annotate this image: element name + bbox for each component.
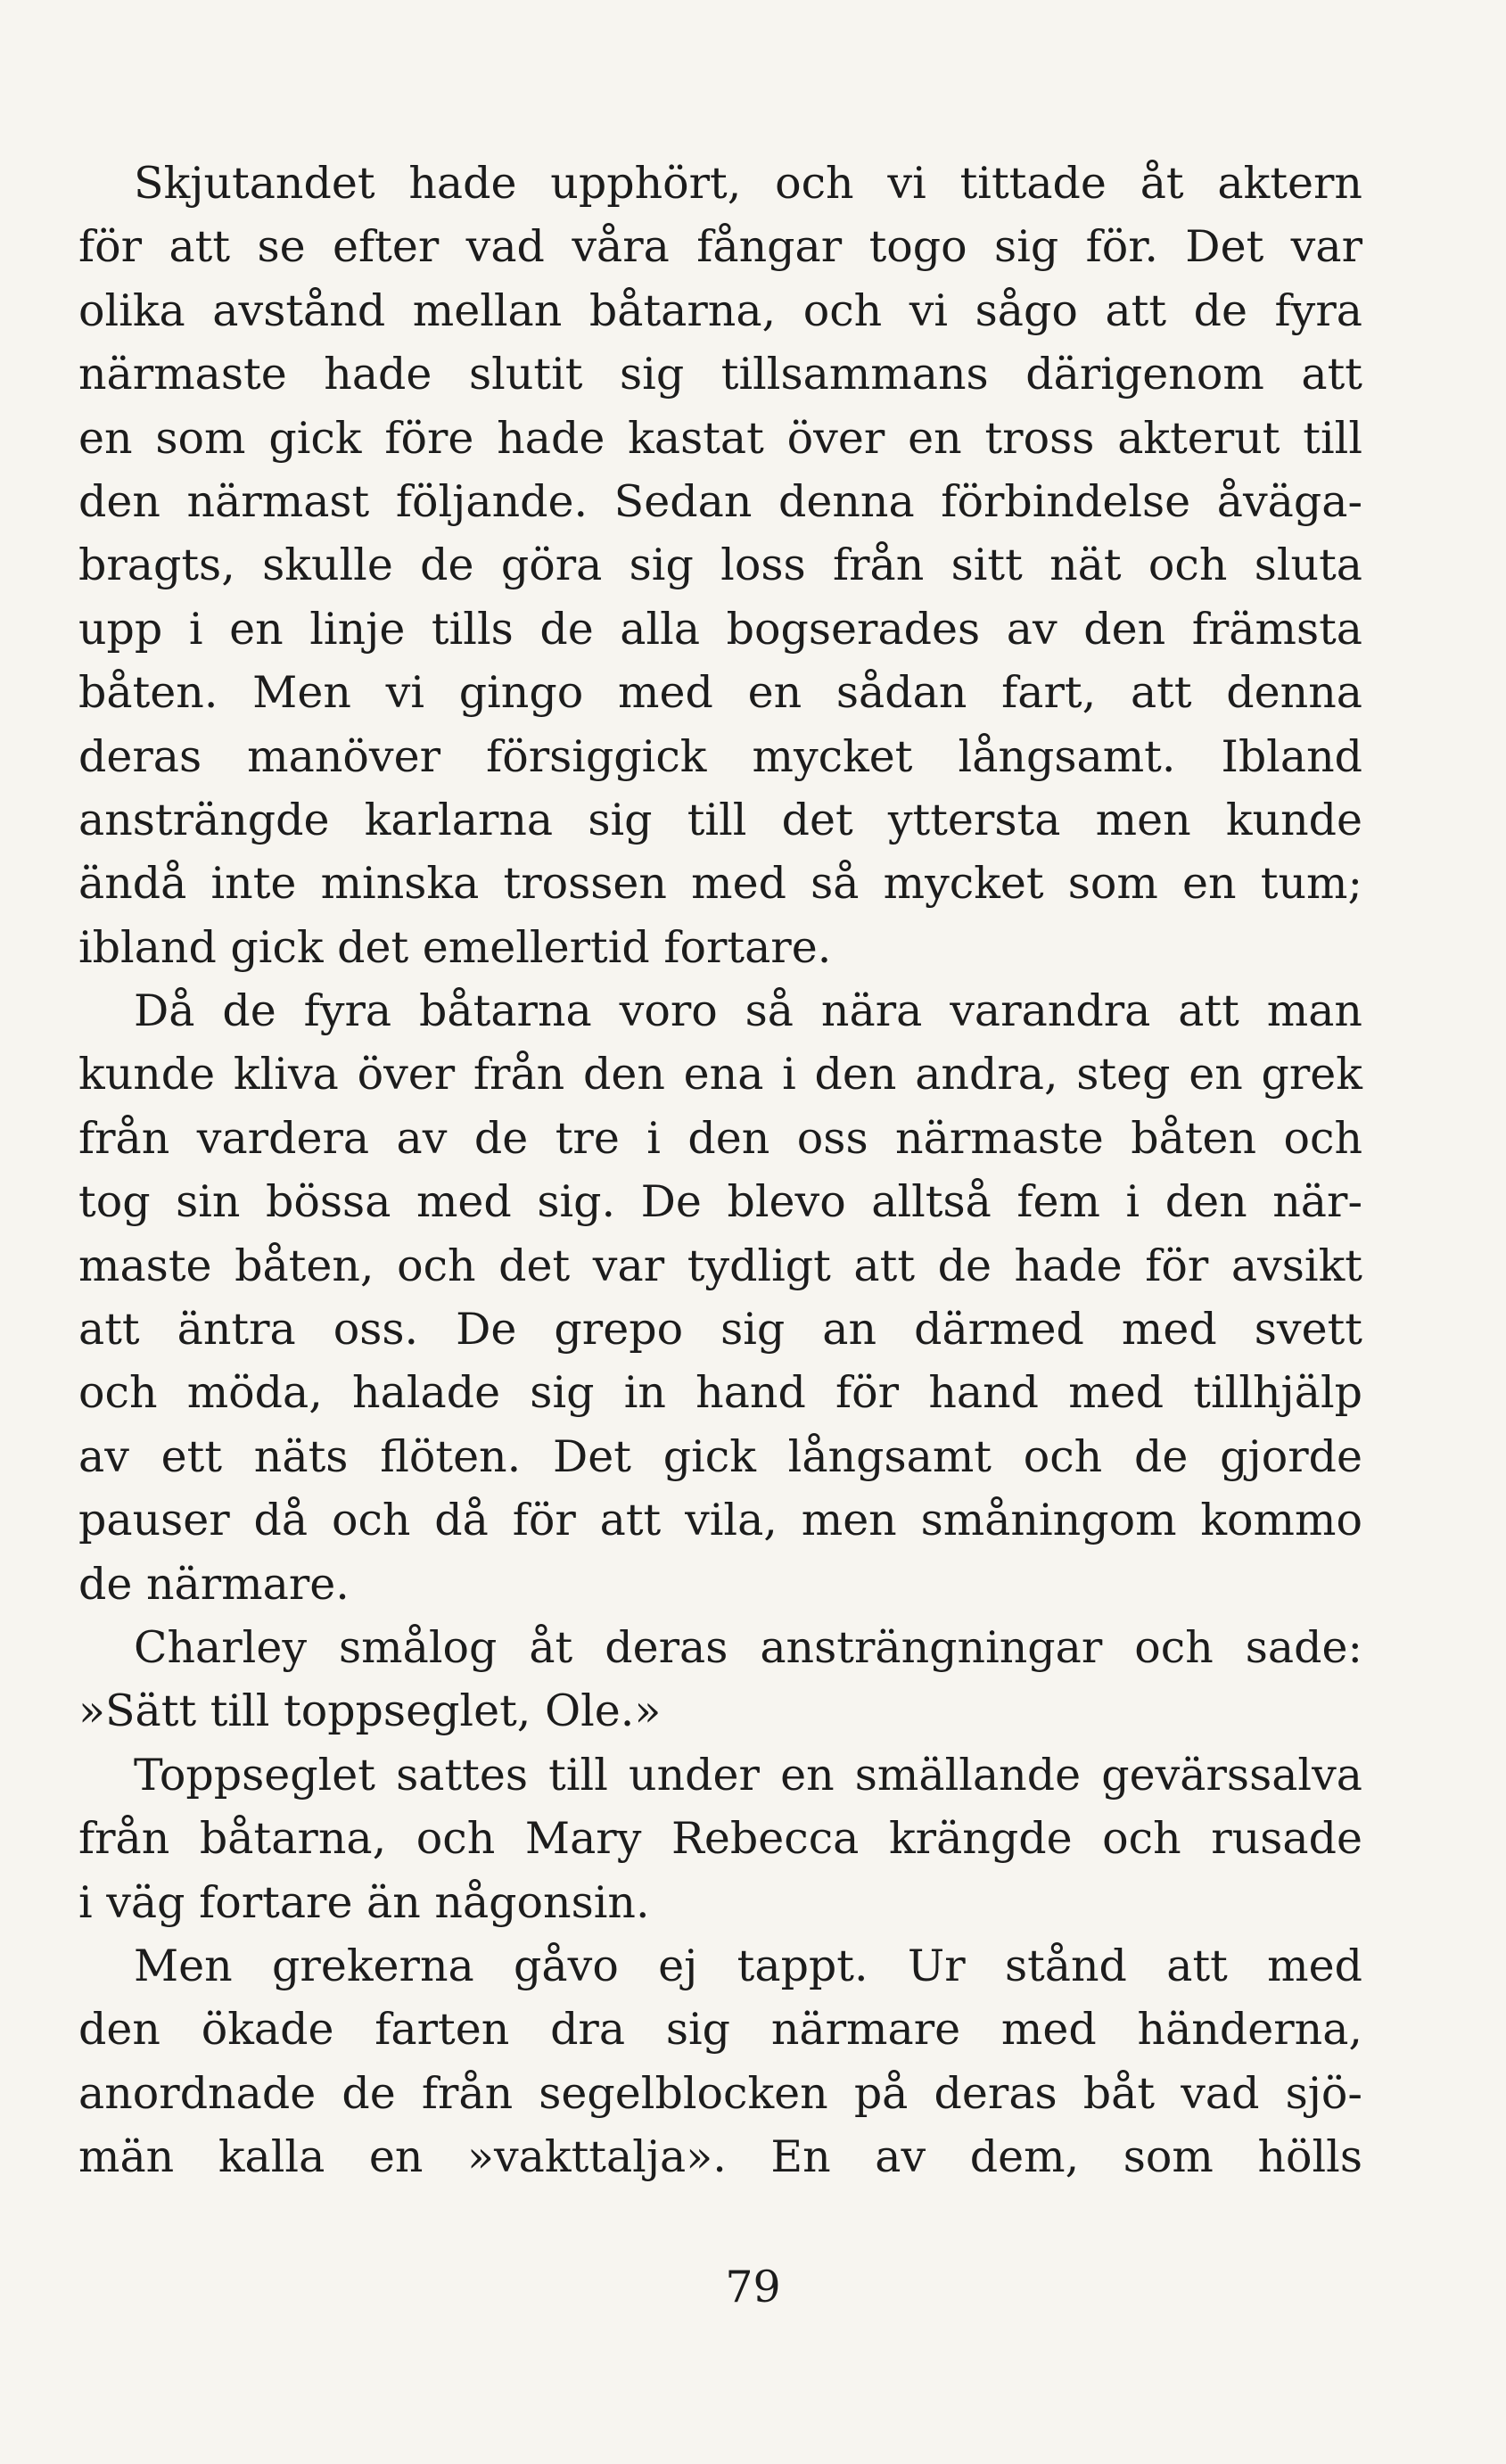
text-line: tog sin bössa med sig. De blevo alltså fem i den när- <box>78 1176 1362 1228</box>
text-line: upp i en linje tills de alla bogserades av den främsta <box>78 603 1362 655</box>
text-line: pauser då och då för att vila, men småningom kommo <box>78 1495 1362 1546</box>
text-line: män kalla en »vakttalja». En av dem, som hölls <box>78 2131 1362 2183</box>
text-line: kunde kliva över från den ena i den andra, steg en grek <box>78 1049 1362 1100</box>
text-line: Skjutandet hade upphört, och vi tittade åt aktern <box>134 158 1362 209</box>
text-line: Då de fyra båtarna voro så nära varandra att man <box>134 985 1362 1037</box>
text-line: och möda, halade sig in hand för hand med tillhjälp <box>78 1367 1362 1419</box>
text-line: olika avstånd mellan båtarna, och vi sågo att de fyra <box>78 284 1362 336</box>
text-line: för att se efter vad våra fångar togo sig för. Det var <box>78 221 1362 273</box>
text-line: den närmast följande. Sedan denna förbindelse åväga- <box>78 475 1362 527</box>
text-line: från båtarna, och Mary Rebecca krängde och rusade <box>78 1813 1362 1865</box>
page-number: 79 <box>725 2262 781 2312</box>
text-line: den ökade farten dra sig närmare med händerna, <box>78 2004 1362 2056</box>
text-line: Toppseglet sattes till under en smällande gevärssalva <box>134 1749 1362 1801</box>
text-line: de närmare. <box>78 1558 350 1610</box>
text-line: deras manöver försiggick mycket långsamt. Ibland <box>78 730 1362 782</box>
text-line: bragts, skulle de göra sig loss från sitt nät och sluta <box>78 540 1362 591</box>
text-line: »Sätt till toppseglet, Ole.» <box>78 1685 662 1737</box>
text-line: ansträngde karlarna sig till det yttersta men kunde <box>78 794 1362 845</box>
text-line: i väg fortare än någonsin. <box>78 1876 650 1928</box>
text-line: båten. Men vi gingo med en sådan fart, att denna <box>78 667 1362 719</box>
text-line: att äntra oss. De grepo sig an därmed med svett <box>78 1304 1362 1356</box>
text-line: Men grekerna gåvo ej tappt. Ur stånd att med <box>134 1940 1362 1991</box>
text-line: ibland gick det emellertid fortare. <box>78 921 832 973</box>
text-line: maste båten, och det var tydligt att de hade för avsikt <box>78 1240 1362 1291</box>
text-line: ändå inte minska trossen med så mycket som en tum; <box>78 858 1362 910</box>
text-line: Charley smålog åt deras ansträngningar och sade: <box>134 1621 1362 1673</box>
text-line: av ett näts flöten. Det gick långsamt och de gjorde <box>78 1430 1362 1482</box>
text-line: närmaste hade slutit sig tillsammans därigenom att <box>78 349 1362 400</box>
text-line: anordnade de från segelblocken på deras båt vad sjö- <box>78 2067 1362 2119</box>
body-text <box>78 152 1362 2189</box>
text-line: en som gick före hade kastat över en tross akterut till <box>78 412 1362 464</box>
text-line: från vardera av de tre i den oss närmaste båten och <box>78 1112 1362 1164</box>
